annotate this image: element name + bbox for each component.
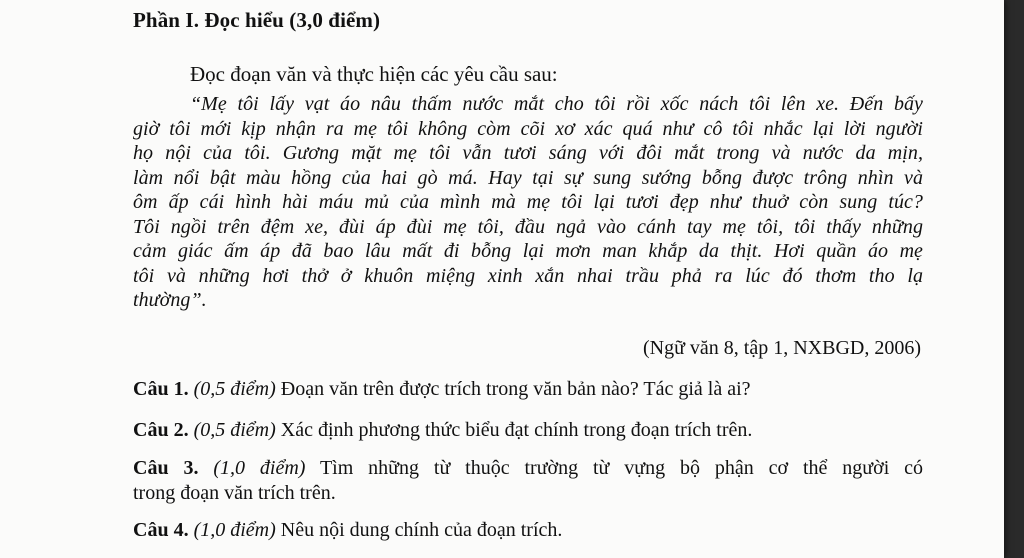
question-points: (1,0 điểm) [213, 457, 306, 479]
passage-line: giờ tôi mới kịp nhận ra mẹ tôi không còm cõi xơ xác quá như cô tôi nhắc lại lời người [133, 117, 923, 140]
question-text: Xác định phương thức biểu đạt chính trong đoạn trích trên. [280, 419, 753, 441]
question-text-continued: trong đoạn văn trích trên. [133, 482, 336, 504]
passage-line: cảm giác ấm áp đã bao lâu mất đi bỗng lại mơn man khắp da thịt. Hơi quần áo mẹ [133, 240, 923, 262]
passage-line: “Mẹ tôi lấy vạt áo nâu thấm nước mắt cho tôi rồi xốc nách tôi lên xe. Đến bấy [190, 93, 923, 115]
question-label: Câu 2. [133, 419, 189, 441]
passage-line: thường”. [133, 289, 207, 311]
question-points: (0,5 điểm) [193, 419, 276, 441]
passage-line: Tôi ngồi trên đệm xe, đùi áp đùi mẹ tôi, đầu ngả vào cánh tay mẹ tôi, tôi thấy những [133, 215, 923, 238]
question-2 [133, 418, 923, 443]
question-text: Nêu nội dung chính của đoạn trích. [280, 519, 563, 541]
passage-line: làm nổi bật màu hồng của hai gò má. Hay tại sự sung sướng bỗng được trông nhìn và [133, 166, 923, 189]
question-points: (0,5 điểm) [193, 378, 276, 400]
passage-source: (Ngữ văn 8, tập 1, NXBGD, 2006) [642, 337, 921, 359]
question-label: Câu 1. [133, 378, 189, 400]
instruction-text: Đọc đoạn văn và thực hiện các yêu cầu sau: [190, 62, 558, 86]
question-text: Đoạn văn trên được trích trong văn bản nào? Tác giả là ai? [280, 378, 751, 400]
passage-line: ôm ấp cái hình hài máu mủ của mình mà mẹ tôi lại tươi đẹp như thuở còn sung túc? [133, 191, 923, 213]
question-1 [133, 377, 923, 402]
question-label: Câu 4. [133, 519, 189, 541]
question-line [133, 456, 923, 481]
question-label: Câu 3. [133, 457, 199, 479]
question-4 [133, 518, 923, 543]
question-points: (1,0 điểm) [193, 519, 276, 541]
section-title: Phần I. Đọc hiểu (3,0 điểm) [133, 8, 381, 32]
reading-passage [133, 92, 923, 313]
question-3 [133, 456, 923, 506]
passage-line: tôi và những hơi thở ở khuôn miệng xinh xắn nhai trầu phả ra lúc đó thơm tho lạ [133, 264, 923, 287]
passage-line: họ nội của tôi. Gương mặt mẹ tôi vẫn tươi sáng với đôi mắt trong và nước da mịn, [133, 142, 923, 164]
question-text: Tìm những từ thuộc trường từ vựng bộ phận cơ thể người có [319, 457, 924, 479]
